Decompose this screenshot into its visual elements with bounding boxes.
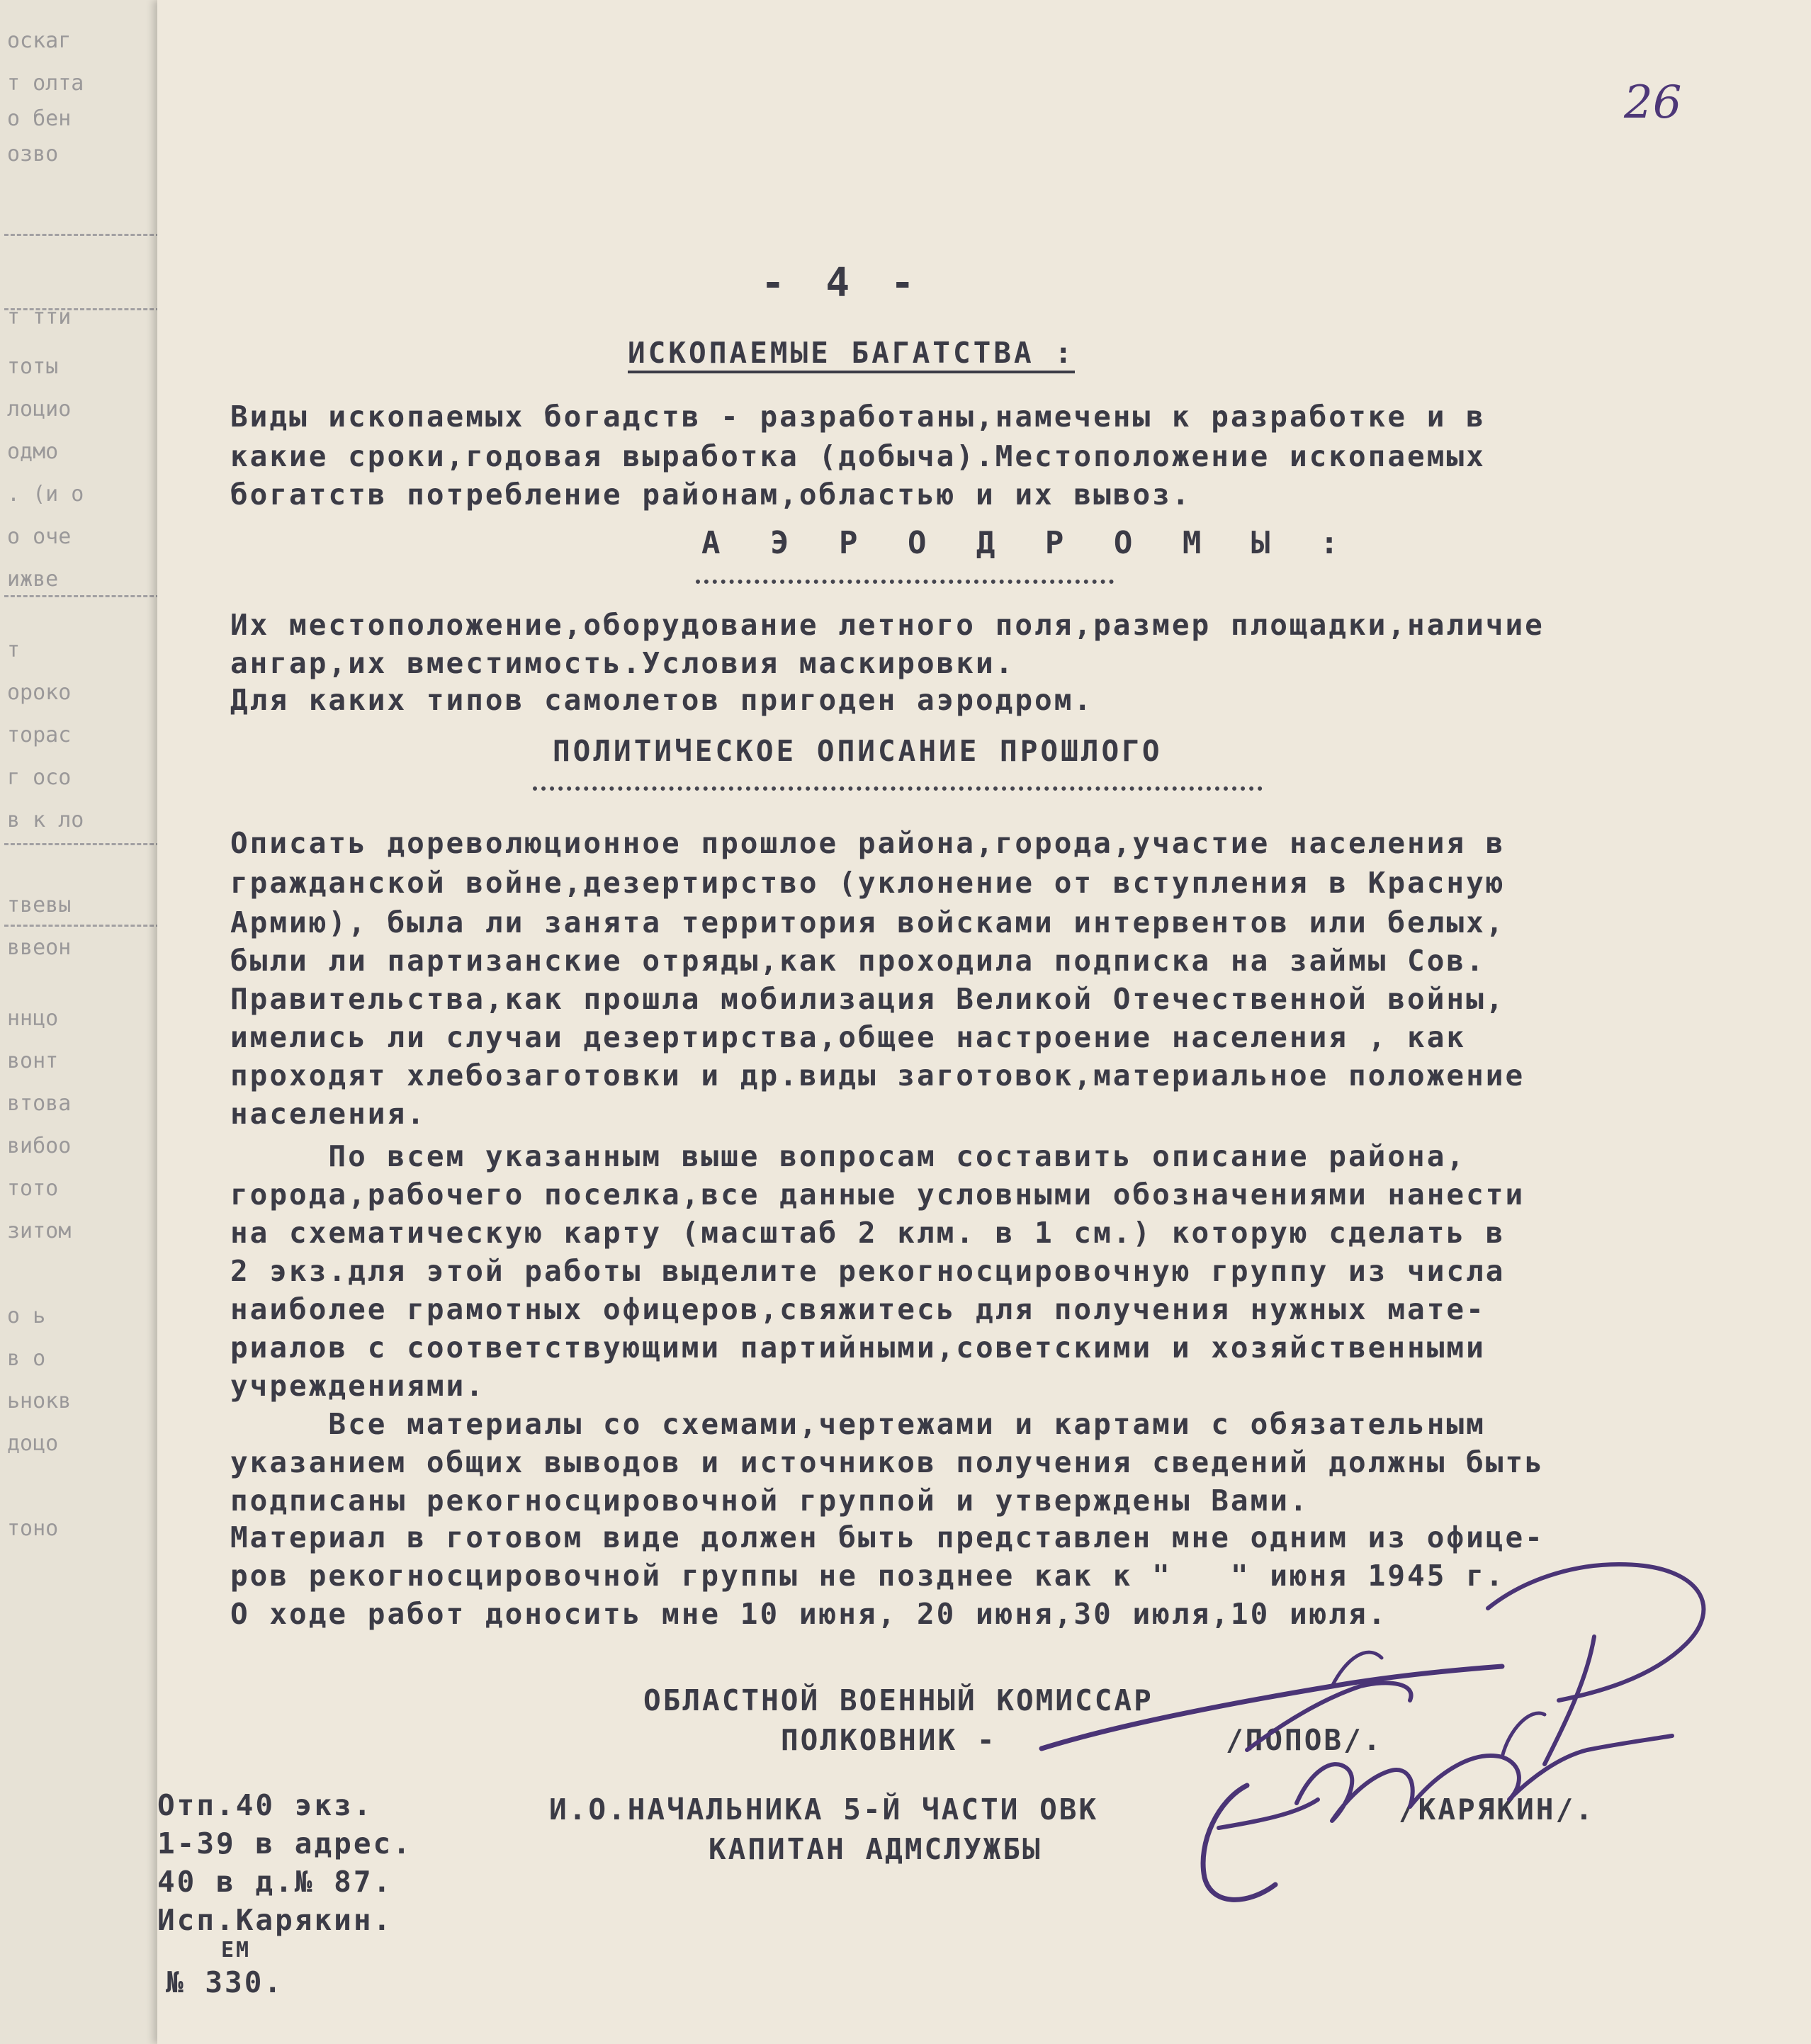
page-mark: - 4 -: [761, 260, 923, 306]
airfields-line: ангар,их вместимость.Условия маскировки.: [230, 646, 1015, 680]
minerals-line: какие сроки,годовая выработка (добыча).Местоположение ископаемых: [230, 439, 1486, 473]
political-line: проходят хлебозаготовки и др.виды заготовок,материальное положение: [230, 1058, 1525, 1092]
prev-fragment: ьнокв: [7, 1389, 72, 1413]
instructions-line: учреждениями.: [230, 1369, 485, 1403]
prev-fragment: тоты: [7, 354, 59, 379]
prev-fragment: т олта: [7, 71, 84, 96]
instructions-line: Все материалы со схемами,чертежами и картами с обязательным: [230, 1407, 1486, 1441]
minerals-line: Виды ископаемых богадств - разработаны,намечены к разработке и в: [230, 400, 1486, 434]
prev-fragment: ннцо: [7, 1006, 59, 1031]
prev-fragment: тоно: [7, 1516, 59, 1541]
prev-fragment: зитом: [7, 1219, 72, 1243]
prev-fragment: г осо: [7, 765, 72, 790]
distribution-line: ЕМ: [221, 1938, 252, 1963]
prev-fragment: ижве: [7, 567, 59, 592]
instructions-line: указанием общих выводов и источников получения сведений должны быть: [230, 1445, 1545, 1479]
instructions-line: О ходе работ доносить мне 10 июня, 20 июня,30 июля,10 июля.: [230, 1597, 1388, 1631]
minerals-heading: ИСКОПАЕМЫЕ БАГАТСТВА :: [628, 339, 1075, 373]
signature-popov: [1042, 1564, 1703, 1764]
political-line: были ли партизанские отряды,как проходила подписка на займы Сов.: [230, 944, 1486, 978]
instructions-line: ров рекогносцировочной группы не позднее как к " " июня 1945 г.: [230, 1559, 1506, 1593]
page-number: 26: [1624, 77, 1682, 129]
prev-fragment: ороко: [7, 680, 72, 705]
distribution-line: № 330.: [166, 1965, 284, 1999]
political-line: имелись ли случаи дезертирства,общее настроение населения , как: [230, 1020, 1467, 1054]
instructions-line: наиболее грамотных офицеров,свяжитесь для получения нужных мате-: [230, 1292, 1486, 1326]
prev-fragment: т тти: [7, 305, 72, 329]
distribution-line: 40 в д.№ 87.: [157, 1865, 393, 1899]
instructions-line: По всем указанным выше вопросам составить описание района,: [230, 1139, 1467, 1173]
distribution-line: Отп.40 экз.: [157, 1788, 373, 1822]
prev-fragment: о ь: [7, 1304, 46, 1328]
political-line: Армию), была ли занята территория войсками интервентов или белых,: [230, 905, 1506, 939]
commissar-name: /ПОПОВ/.: [1226, 1723, 1383, 1757]
commissar-rank: ПОЛКОВНИК -: [781, 1723, 997, 1757]
airfields-line: Для каких типов самолетов пригоден аэродром.: [230, 683, 1094, 717]
instructions-line: на схематическую карту (масштаб 2 клм. в 1 см.) которую сделать в: [230, 1216, 1506, 1250]
political-line: Описать дореволюционное прошлое района,города,участие населения в: [230, 826, 1506, 860]
minerals-line: богатств потребление районам,областью и их вывоз.: [230, 478, 1192, 512]
political-line: гражданской войне,дезертирство (уклонение от вступления в Красную: [230, 866, 1506, 900]
prev-fragment: в к ло: [7, 808, 84, 832]
prev-fragment: доцо: [7, 1431, 59, 1456]
instructions-line: Материал в готовом виде должен быть представлен мне одним из офице-: [230, 1520, 1545, 1554]
prev-fragment: озво: [7, 142, 59, 166]
prev-fragment: втова: [7, 1091, 72, 1116]
prev-fragment: ввеон: [7, 935, 72, 960]
prev-fragment: одмо: [7, 439, 59, 464]
distribution-line: Исп.Карякин.: [157, 1903, 393, 1937]
prev-fragment: вонт: [7, 1049, 59, 1073]
airfields-line: Их местоположение,оборудование летного поля,размер площадки,наличие: [230, 608, 1545, 642]
prev-fragment: о оче: [7, 524, 72, 549]
prev-fragment: . (и о: [7, 482, 84, 507]
commissar-title: ОБЛАСТНОЙ ВОЕННЫЙ КОМИССАР: [643, 1683, 1153, 1717]
prev-fragment: в о: [7, 1346, 46, 1371]
prev-fragment: торас: [7, 723, 72, 747]
prev-fragment: оскаг: [7, 28, 72, 53]
chief-title: И.О.НАЧАЛЬНИКА 5-Й ЧАСТИ ОВК: [549, 1792, 1099, 1826]
instructions-line: города,рабочего поселка,все данные условными обозначениями нанести: [230, 1178, 1525, 1212]
political-heading: ПОЛИТИЧЕСКОЕ ОПИСАНИЕ ПРОШЛОГО: [553, 734, 1163, 768]
chief-name: /КАРЯКИН/.: [1399, 1792, 1595, 1826]
chief-rank: КАПИТАН АДМСЛУЖБЫ: [709, 1832, 1042, 1866]
distribution-line: 1-39 в адрес.: [157, 1826, 412, 1861]
prev-fragment: лоцио: [7, 397, 72, 422]
prev-fragment: т: [7, 638, 21, 662]
political-line: Правительства,как прошла мобилизация Великой Отечественной войны,: [230, 982, 1506, 1016]
prev-fragment: вибоо: [7, 1134, 72, 1158]
signature-karyakin: [1203, 1713, 1672, 1899]
airfields-heading: А Э Р О Д Р О М Ы :: [701, 525, 1355, 561]
prev-fragment: о бен: [7, 106, 72, 131]
political-line: населения.: [230, 1097, 427, 1131]
instructions-line: 2 экз.для этой работы выделите рекогносцировочную группу из числа: [230, 1254, 1506, 1288]
prev-fragment: тото: [7, 1176, 59, 1201]
instructions-line: риалов с соответствующими партийными,советскими и хозяйственными: [230, 1331, 1486, 1365]
instructions-line: подписаны рекогносцировочной группой и утверждены Вами.: [230, 1484, 1309, 1518]
prev-fragment: твевы: [7, 893, 72, 917]
